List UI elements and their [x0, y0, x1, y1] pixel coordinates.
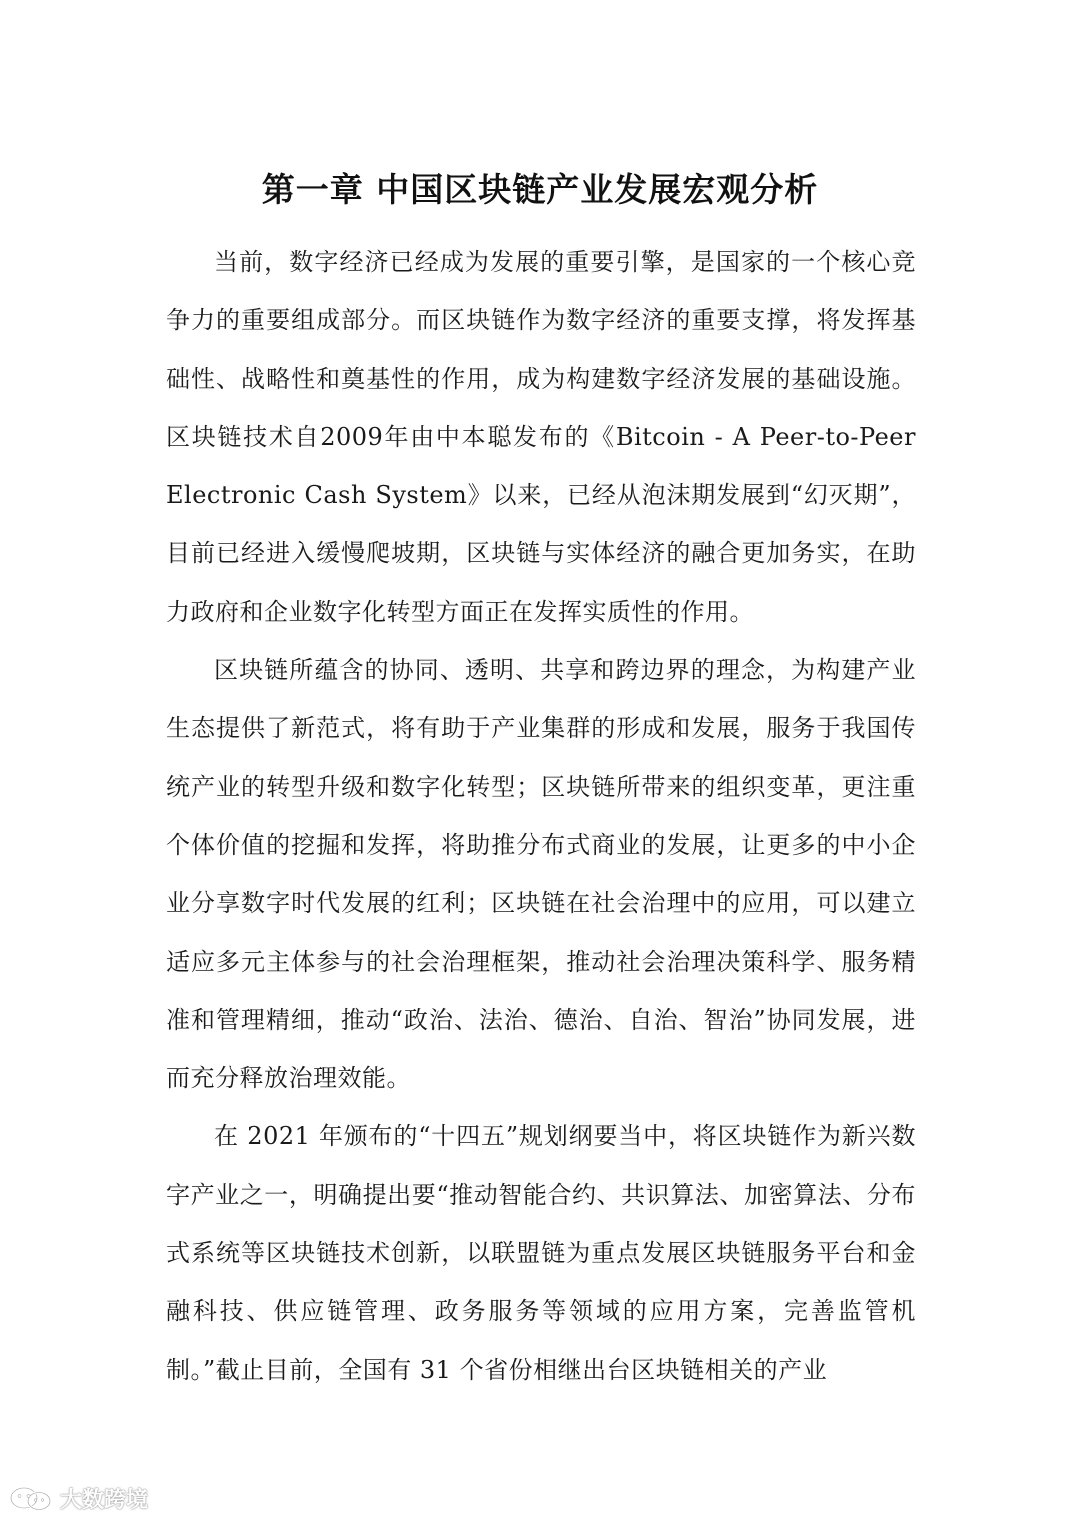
paragraph-3: 在 2021 年颁布的“十四五”规划纲要当中，将区块链作为新兴数字产业之一，明确提出要“推动智能合约、共识算法、加密算法、分布式系统等区块链技术创新，以联盟链为重点发展区块链服务平台和金融科技、供应链管理、政务服务等领域的应用方案，完善监管机制。”截止目前，全国有 31 个省份相继出台区块链相关的产业 — [166, 1122, 916, 1384]
paragraph-1: 当前，数字经济已经成为发展的重要引擎，是国家的一个核心竞争力的重要组成部分。而区块链作为数字经济的重要支撑，将发挥基础性、战略性和奠基性的作用，成为构建数字经济发展的基础设施。区块链技术自2009年由中本聪发布的《Bitcoin - A Peer-to-Peer Electronic Cash System》以来，已经从泡沫期发展到“幻灭期”，目前已经进入缓慢爬坡期，区块链与实体经济的融合更加务实，在助力政府和企业数字化转型方面正在发挥实质性的作用。 — [166, 248, 916, 626]
watermark — [8, 1483, 148, 1514]
paragraph-2: 区块链所蕴含的协同、透明、共享和跨边界的理念，为构建产业生态提供了新范式，将有助于产业集群的形成和发展，服务于我国传统产业的转型升级和数字化转型；区块链所带来的组织变革，更注重个体价值的挖掘和发挥，将助推分布式商业的发展，让更多的中小企业分享数字时代发展的红利；区块链在社会治理中的应用，可以建立适应多元主体参与的社会治理框架，推动社会治理决策科学、服务精准和管理精细，推动“政治、法治、德治、自治、智治”协同发展，进而充分释放治理效能。 — [166, 656, 916, 1093]
wechat-logo-icon — [8, 1485, 54, 1513]
body-text — [166, 233, 916, 1399]
watermark-text: 大数跨境 — [60, 1488, 149, 1513]
chapter-title: 第一章 中国区块链产业发展宏观分析 — [261, 170, 819, 210]
